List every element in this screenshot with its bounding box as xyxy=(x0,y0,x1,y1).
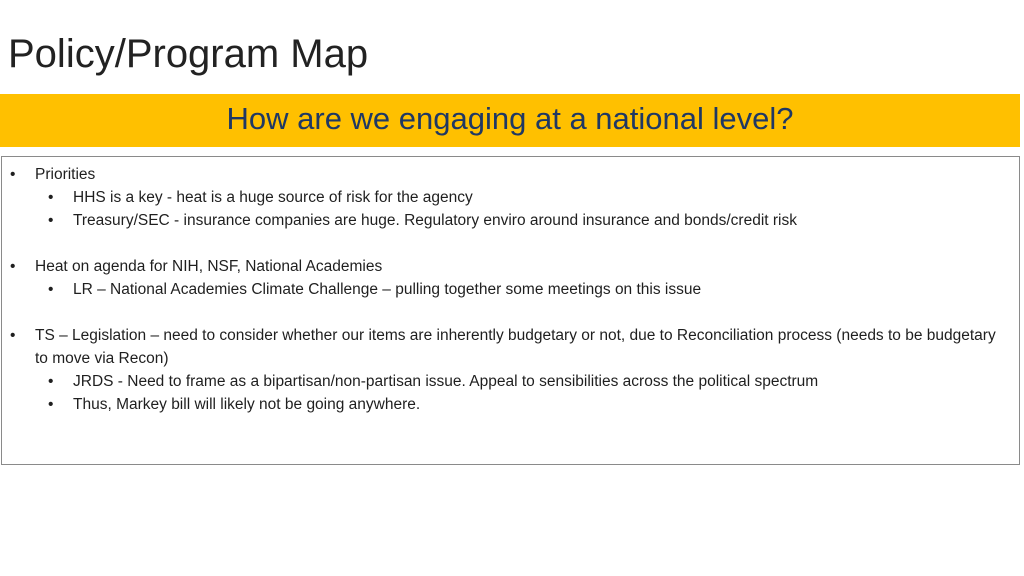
question-banner xyxy=(0,94,1020,147)
content-box xyxy=(1,156,1020,465)
sub-bullet: • Treasury/SEC - insurance companies are huge. Regulatory enviro around insurance and bonds/credit risk xyxy=(10,209,1010,232)
sub-bullet: • JRDS - Need to frame as a bipartisan/non-partisan issue. Appeal to sensibilities across the political spectrum xyxy=(10,370,1010,393)
spacer xyxy=(10,301,1010,324)
spacer xyxy=(10,232,1010,255)
slide-title: Policy/Program Map xyxy=(8,32,369,76)
sub-bullet: • Thus, Markey bill will likely not be going anywhere. xyxy=(10,393,1010,416)
sub-bullet: • LR – National Academies Climate Challenge – pulling together some meetings on this issue xyxy=(10,278,1010,301)
bullet-list xyxy=(10,163,1010,416)
sub-bullet: • HHS is a key - heat is a huge source of risk for the agency xyxy=(10,186,1010,209)
bullet-heat-agenda: • Heat on agenda for NIH, NSF, National Academies xyxy=(10,255,1010,278)
bullet-priorities: • Priorities xyxy=(10,163,1010,186)
banner-question-text: How are we engaging at a national level? xyxy=(226,101,794,136)
bullet-legislation: • TS – Legislation – need to consider whether our items are inherently budgetary or not, due to Reconciliation process (needs to be budgetary to move via Recon) xyxy=(10,324,1010,370)
